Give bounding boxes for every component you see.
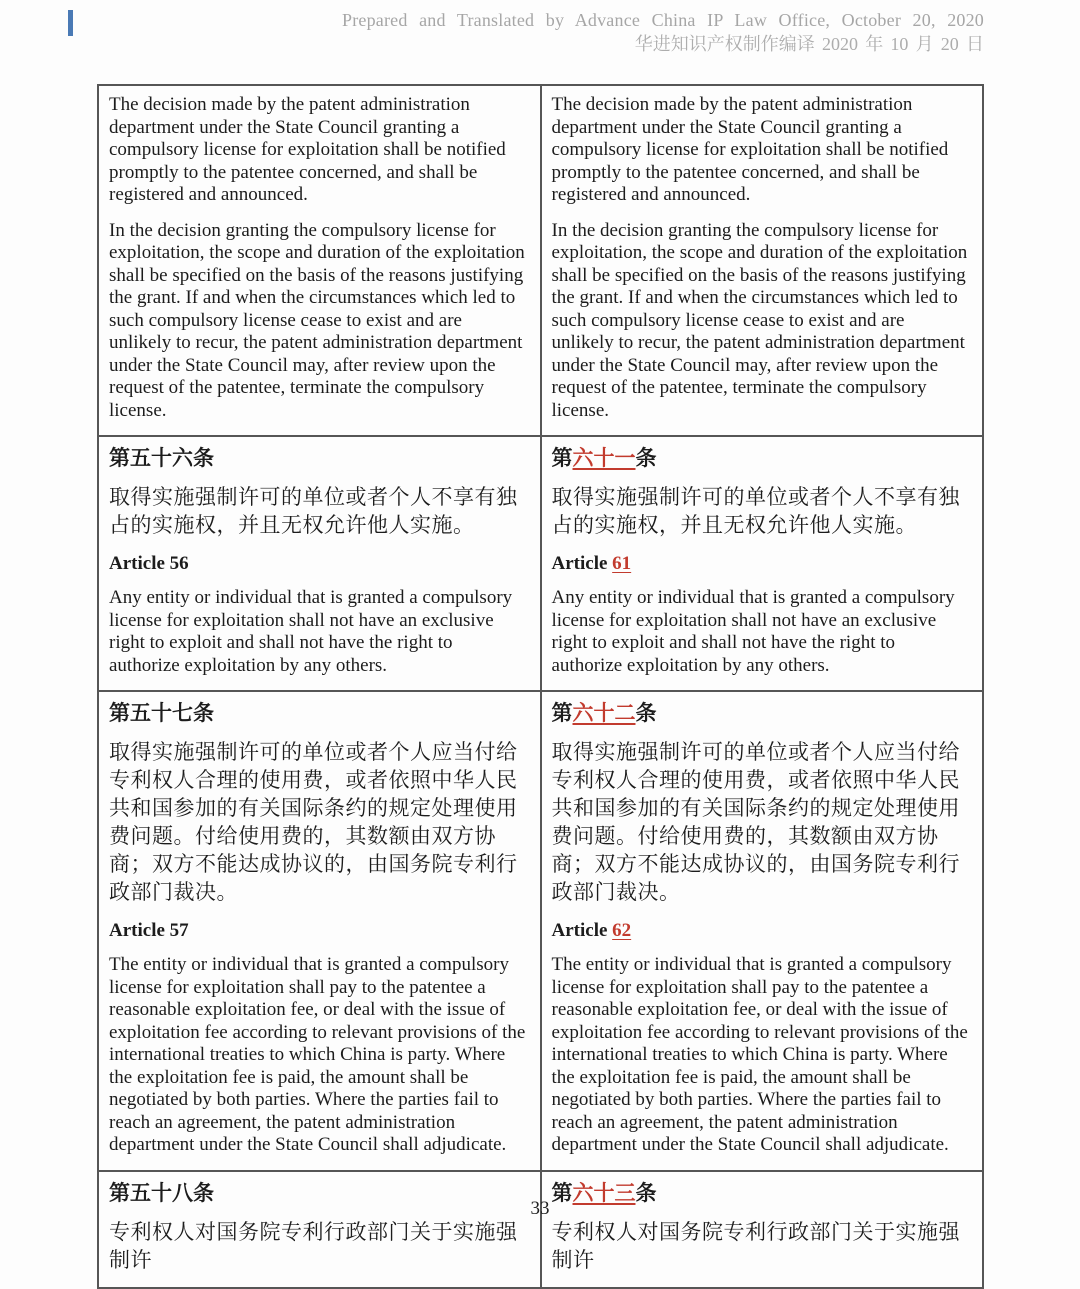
text-segment: Any entity or individual that is granted a compulsory license for exploitation shall not have an exclusive right to exploit and shall not have the right to authorize exploitation by any others. [551,587,955,676]
text-segment: The entity or individual that is granted a compulsory license for exploitation shall pay to the patentee a reasonable exploitation fee, or deal with the issue of exploitation fee according to relevant provisions of the international treaties to which China is party. Where the exploitation fee is paid, the amount shall be negotiated by both parties. Where the parties fail to reach an agreement, the patent administration department under the State Council shall adjudicate. [109,954,526,1155]
article-paragraph [109,954,528,1157]
page-number: 33 [530,1198,550,1219]
header-line-english: Prepared and Translated by Advance China IP Law Office, October 20, 2020 [341,10,984,30]
comparison-table-body [98,85,983,1288]
revised-text-red: 六十二 [572,701,636,725]
article-paragraph [552,94,971,207]
table-cell-left [98,691,541,1171]
article-paragraph [552,1218,971,1274]
table-cell-right [541,1171,984,1288]
table-cell-right [541,85,984,436]
article-paragraph [552,738,971,906]
table-row [98,85,983,436]
table-row [98,436,983,691]
text-segment: Article [551,553,613,574]
table-cell-right [541,691,984,1171]
text-segment: Article [551,920,613,941]
text-segment: Article 57 [109,920,189,941]
text-segment: Article 56 [109,553,189,574]
text-segment: 专利权人对国务院专利行政部门关于实施强制许 [109,1219,518,1272]
accent-bar [68,10,73,36]
text-segment: 取得实施强制许可的单位或者个人应当付给专利权人合理的使用费，或者依照中华人民共和国参加的有关国际条约的规定处理使用费问题。付给使用费的，其数额由双方协商；双方不能达成协议的，由国务院专利行政部门裁决。 [551,740,960,904]
revised-text-red: 62 [612,920,632,941]
table-row [98,691,983,1171]
text-segment: 第五十八条 [109,1180,214,1205]
revised-text-red: 六十一 [572,446,636,470]
article-paragraph [109,94,528,207]
article-heading [552,552,971,576]
revised-text-red: 61 [612,553,632,574]
article-paragraph [552,954,971,1157]
text-segment: 条 [635,446,657,470]
article-paragraph [552,587,971,677]
header-line-chinese: 华进知识产权制作编译 2020 年 10 月 20 日 [634,34,984,54]
article-paragraph [552,483,971,539]
table-cell-left [98,1171,541,1288]
text-segment: 第 [551,701,573,725]
text-segment: The decision made by the patent administration department under the State Council granting a compulsory license for exploitation shall be notified promptly to the patentee concerned, and shall be registered and announced. [109,94,506,205]
table-cell-right [541,436,984,691]
text-segment: 取得实施强制许可的单位或者个人应当付给专利权人合理的使用费，或者依照中华人民共和国参加的有关国际条约的规定处理使用费问题。付给使用费的，其数额由双方协商；双方不能达成协议的，由国务院专利行政部门裁决。 [109,740,518,904]
text-segment: In the decision granting the compulsory license for exploitation, the scope and duration of the exploitation shall be specified on the basis of the reasons justifying the grant. If and when the circumstances which led to such compulsory license cease to exist and are unlikely to recur, the patent administration department under the State Council may, after review upon the request of the patentee, terminate the compulsory license. [109,219,525,421]
article-paragraph [552,220,971,423]
revised-text-red: 六十三 [572,1180,636,1205]
article-heading [109,919,528,943]
article-heading [109,445,528,471]
table-cell-left [98,436,541,691]
text-segment: The decision made by the patent administration department under the State Council granting a compulsory license for exploitation shall be notified promptly to the patentee concerned, and shall be registered and announced. [551,94,949,205]
article-heading [552,919,971,943]
table-row [98,1171,983,1288]
article-heading [552,700,971,726]
text-segment: 专利权人对国务院专利行政部门关于实施强制许 [551,1219,960,1272]
text-segment: In the decision granting the compulsory license for exploitation, the scope and duration of the exploitation shall be specified on the basis of the reasons justifying the grant. If and when the circumstances which led to such compulsory license cease to exist and are unlikely to recur, the patent administration department under the State Council may, after review upon the request of the patentee, terminate the compulsory license. [551,219,968,421]
text-segment: The entity or individual that is granted a compulsory license for exploitation shall pay to the patentee a reasonable exploitation fee, or deal with the issue of exploitation fee according to relevant provisions of the international treaties to which China is party. Where the exploitation fee is paid, the amount shall be negotiated by both parties. Where the parties fail to reach an agreement, the patent administration department under the State Council shall adjudicate. [551,954,968,1155]
text-segment: Any entity or individual that is granted a compulsory license for exploitation shall not have an exclusive right to exploit and shall not have the right to authorize exploitation by any others. [109,587,513,676]
text-segment: 取得实施强制许可的单位或者个人不享有独占的实施权，并且无权允许他人实施。 [109,485,518,537]
article-paragraph [109,1218,528,1274]
article-paragraph [109,483,528,539]
article-heading [552,445,971,471]
table-cell-left [98,85,541,436]
article-heading [109,700,528,726]
text-segment: 第五十六条 [109,446,214,470]
page-header [97,8,984,56]
text-segment: 取得实施强制许可的单位或者个人不享有独占的实施权，并且无权允许他人实施。 [551,485,960,537]
text-segment: 第 [551,446,573,470]
text-segment: 条 [635,701,657,725]
text-segment: 第 [551,1180,573,1205]
law-comparison-table [97,84,984,1289]
text-segment: 条 [635,1180,657,1205]
article-paragraph [109,738,528,906]
article-heading [109,552,528,576]
text-segment: 第五十七条 [109,701,214,725]
article-paragraph [109,220,528,423]
article-paragraph [109,587,528,677]
